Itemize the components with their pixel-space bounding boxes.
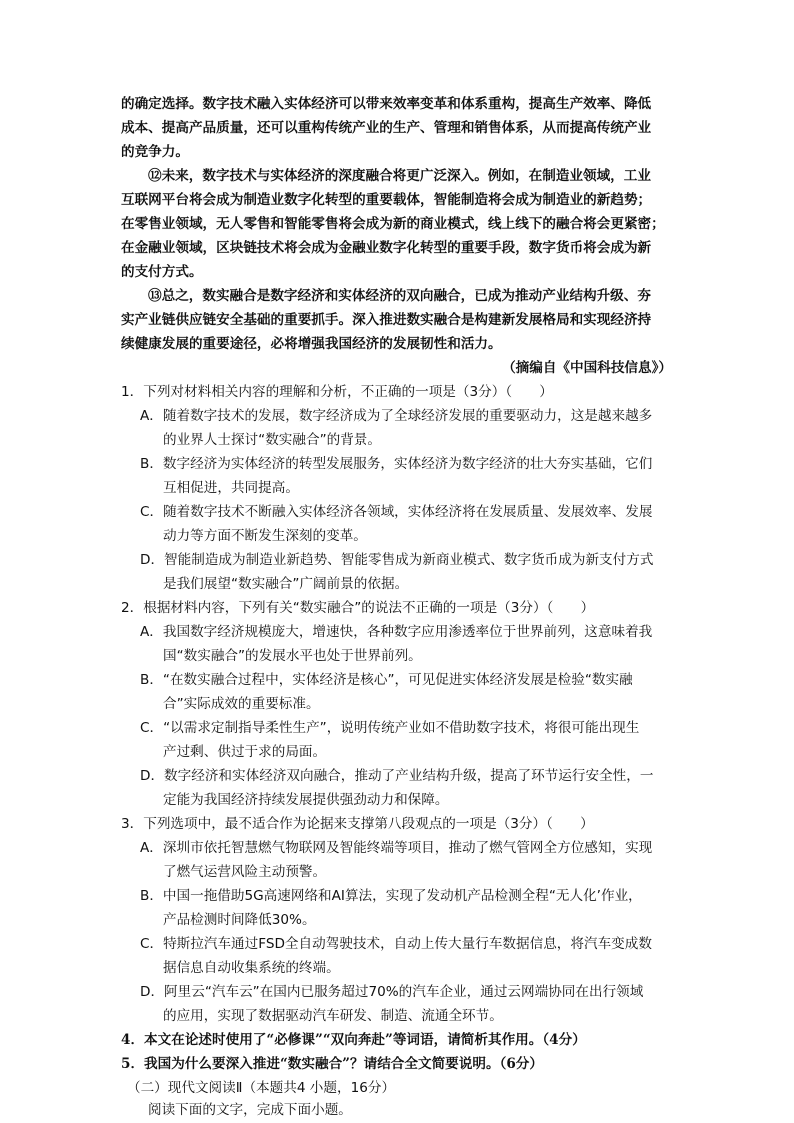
article-source: （摘编自《中国科技信息》）: [502, 360, 672, 376]
article-text-line: 的竞争力。: [121, 144, 189, 160]
question-stem: 1．下列对材料相关内容的理解和分析，不正确的一项是（3分）（ ）: [121, 384, 553, 400]
answer-option-continued: 的业界人士探讨“数实融合”的背景。: [163, 432, 381, 448]
answer-option-continued: 是我们展望“数实融合”广阔前景的依据。: [163, 576, 409, 592]
answer-option: A．我国数字经济规模庞大，增速快，各种数字应用渗透率位于世界前列，这意味着我: [140, 624, 653, 640]
answer-option: D．数字经济和实体经济双向融合，推动了产业结构升级，提高了环节运行安全性，一: [140, 768, 654, 784]
answer-option: B．数字经济为实体经济的转型发展服务，实体经济为数字经济的壮大夯实基础，它们: [140, 456, 653, 472]
answer-option: C．“以需求定制指导柔性生产”，说明传统产业如不借助数字技术，将很可能出现生: [140, 720, 640, 736]
answer-option: D．阿里云“汽车云”在国内已服务超过70%的汽车企业，通过云网端协同在出行领域: [140, 984, 644, 1000]
answer-option-continued: 动力等方面不断发生深刻的变革。: [163, 528, 367, 544]
question-stem: 3．下列选项中，最不适合作为论据来支撑第八段观点的一项是（3分）（ ）: [121, 816, 594, 832]
article-text-line: ⑬总之，数实融合是数字经济和实体经济的双向融合，已成为推动产业结构升级、夯: [148, 288, 651, 304]
article-text-line: 实产业链供应链安全基础的重要抓手。深入推进数实融合是构建新发展格局和实现经济持: [121, 312, 652, 328]
answer-option-continued: 的应用，实现了数据驱动汽车研发、制造、流通全环节。: [163, 1008, 503, 1024]
answer-option: A．深圳市依托智慧燃气物联网及智能终端等项目，推动了燃气管网全方位感知，实现: [140, 840, 653, 856]
answer-option-continued: 产过剩、供过于求的局面。: [163, 744, 327, 760]
answer-option: C．随着数字技术不断融入实体经济各领域，实体经济将在发展质量、发展效率、发展: [140, 504, 653, 520]
answer-option: B．中国一拖借助5G高速网络和AI算法，实现了发动机产品检测全程“无人化’作业，: [140, 888, 642, 904]
answer-option-continued: 定能为我国经济持续发展提供强劲动力和保障。: [163, 792, 449, 808]
article-text-line: ⑫未来，数字技术与实体经济的深度融合将更广泛深入。例如，在制造业领域，工业: [148, 168, 651, 184]
article-text-line: 在零售业领域，无人零售和智能零售将会成为新的商业模式，线上线下的融合将会更紧密；: [121, 216, 665, 232]
article-text-line: 互联网平台将会成为制造业数字化转型的重要载体，智能制造将会成为制造业的新趋势；: [121, 192, 652, 208]
article-text-line: 的支付方式。: [121, 264, 203, 280]
answer-option-continued: 产品检测时间降低30%。: [163, 912, 316, 928]
answer-option: A．随着数字技术的发展，数字经济成为了全球经济发展的重要驱动力，这是越来越多: [140, 408, 653, 424]
question-stem: 4．本文在论述时使用了“必修课”“双向奔赴”等词语，请简析其作用。（4分）: [121, 1032, 586, 1048]
answer-option: D．智能制造成为制造业新趋势、智能零售成为新商业模式、数字货币成为新支付方式: [140, 552, 654, 568]
answer-option-continued: 据信息自动收集系统的终端。: [163, 960, 340, 976]
answer-option: C．特斯拉汽车通过FSD全自动驾驶技术，自动上传大量行车数据信息，将汽车变成数: [140, 936, 652, 952]
answer-option: B．“在数实融合过程中，实体经济是核心”，可见促进实体经济发展是检验“数实融: [140, 672, 633, 688]
article-text-line: 续健康发展的重要途径，必将增强我国经济的发展韧性和活力。: [121, 336, 502, 352]
section-heading: （二）现代文阅读Ⅱ（本题共4 小题，16分）: [127, 1080, 396, 1096]
answer-option-continued: 国“数实融合”的发展水平也处于世界前列。: [163, 648, 422, 664]
article-text-line: 成本、提高产品质量，还可以重构传统产业的生产、管理和销售体系，从而提高传统产业: [121, 120, 652, 136]
question-stem: 5．我国为什么要深入推进“数实融合”？请结合全文简要说明。（6分）: [121, 1056, 543, 1072]
answer-option-continued: 了燃气运营风险主动预警。: [163, 864, 327, 880]
answer-option-continued: 互相促进，共同提高。: [163, 480, 299, 496]
article-text-line: 在金融业领域，区块链技术将会成为金融业数字化转型的重要手段，数字货币将会成为新: [121, 240, 652, 256]
answer-option-continued: 合”实际成效的重要标准。: [163, 696, 320, 712]
article-text-line: 的确定选择。数字技术融入实体经济可以带来效率变革和体系重构，提高生产效率、降低: [121, 96, 652, 112]
question-stem: 2．根据材料内容，下列有关“数实融合”的说法不正确的一项是（3分）（ ）: [121, 600, 595, 616]
section-instruction: 阅读下面的文字，完成下面小题。: [148, 1102, 352, 1118]
